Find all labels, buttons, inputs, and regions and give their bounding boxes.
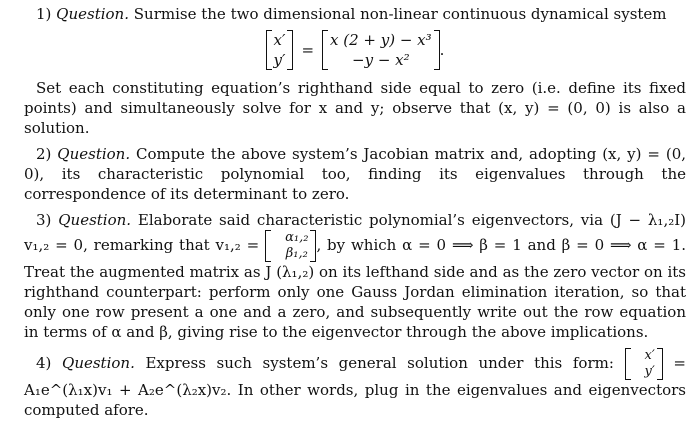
question-4-text-b: = A₁e^(λ₁x)v₁ + A₂e^(λ₂x)v₂. In other words, plug in the eigenvalues and eigenvectors computed afore. — [24, 354, 686, 419]
question-3-number: 3) — [36, 211, 59, 229]
period: . — [439, 41, 445, 59]
question-3 — [24, 210, 686, 342]
question-1 — [24, 4, 686, 24]
y-prime: y′ — [273, 51, 286, 69]
question-3-text-a: Elaborate said characteristic polynomial’s eigenvectors, via (J − λ₁,₂I) v₁,₂ = 0, remarking that v₁,₂ = — [24, 211, 687, 254]
solution-vector — [625, 348, 663, 380]
solution-y-prime: y′ — [644, 364, 655, 379]
solution-x-prime: x′ — [644, 348, 655, 363]
x-prime: x′ — [273, 31, 286, 49]
question-4-text-a: Express such system’s general solution under this form: — [134, 354, 625, 372]
beta-component: β₁,₂ — [285, 246, 308, 261]
system-equation — [24, 30, 686, 70]
eigenvector-components — [265, 230, 316, 262]
question-1-number: 1) — [36, 5, 57, 23]
question-1-tag: Question. — [56, 5, 129, 23]
question-2 — [24, 144, 686, 204]
question-4 — [24, 348, 686, 420]
question-2-number: 2) — [36, 145, 58, 163]
rhs-x: x (2 + y) − x³ — [330, 31, 432, 49]
question-3-text-b: , by which α = 0 ⟹ β = 1 and β = 0 ⟹ α = 1. Treat the augmented matrix as J (λ₁,₂) on its lefthand side and as the zero vector on its righthand counterpart: perform only one Gauss Jordan elimination iteration, so that only one row present a one and a zero, and subsequently write out the row equation in terms of α and β, giving rise to the eigenvector through the above implications. — [24, 236, 687, 341]
question-1-text: Surmise the two dimensional non-linear continuous dynamical system — [129, 5, 667, 23]
question-2-text: Compute the above system’s Jacobian matrix and, adopting (x, y) = (0, 0), its characteristic polynomial too, finding its eigenvalues through the correspondence of its determinant to zero. — [24, 145, 686, 203]
rhs-y: −y − x² — [352, 51, 410, 69]
equals-sign: = — [301, 41, 315, 59]
question-2-tag: Question. — [57, 145, 131, 163]
state-derivative-vector — [266, 30, 294, 70]
question-4-number: 4) — [36, 354, 63, 372]
question-1-followup: Set each constituting equation’s righthand side equal to zero (i.e. define its fixed points) and simultaneously solve for x and y; observe that (x, y) = (0, 0) is also a solution. — [24, 79, 686, 137]
alpha-component: α₁,₂ — [285, 230, 309, 245]
rhs-vector — [322, 30, 440, 70]
question-3-tag: Question. — [58, 211, 132, 229]
question-4-tag: Question. — [62, 354, 135, 372]
